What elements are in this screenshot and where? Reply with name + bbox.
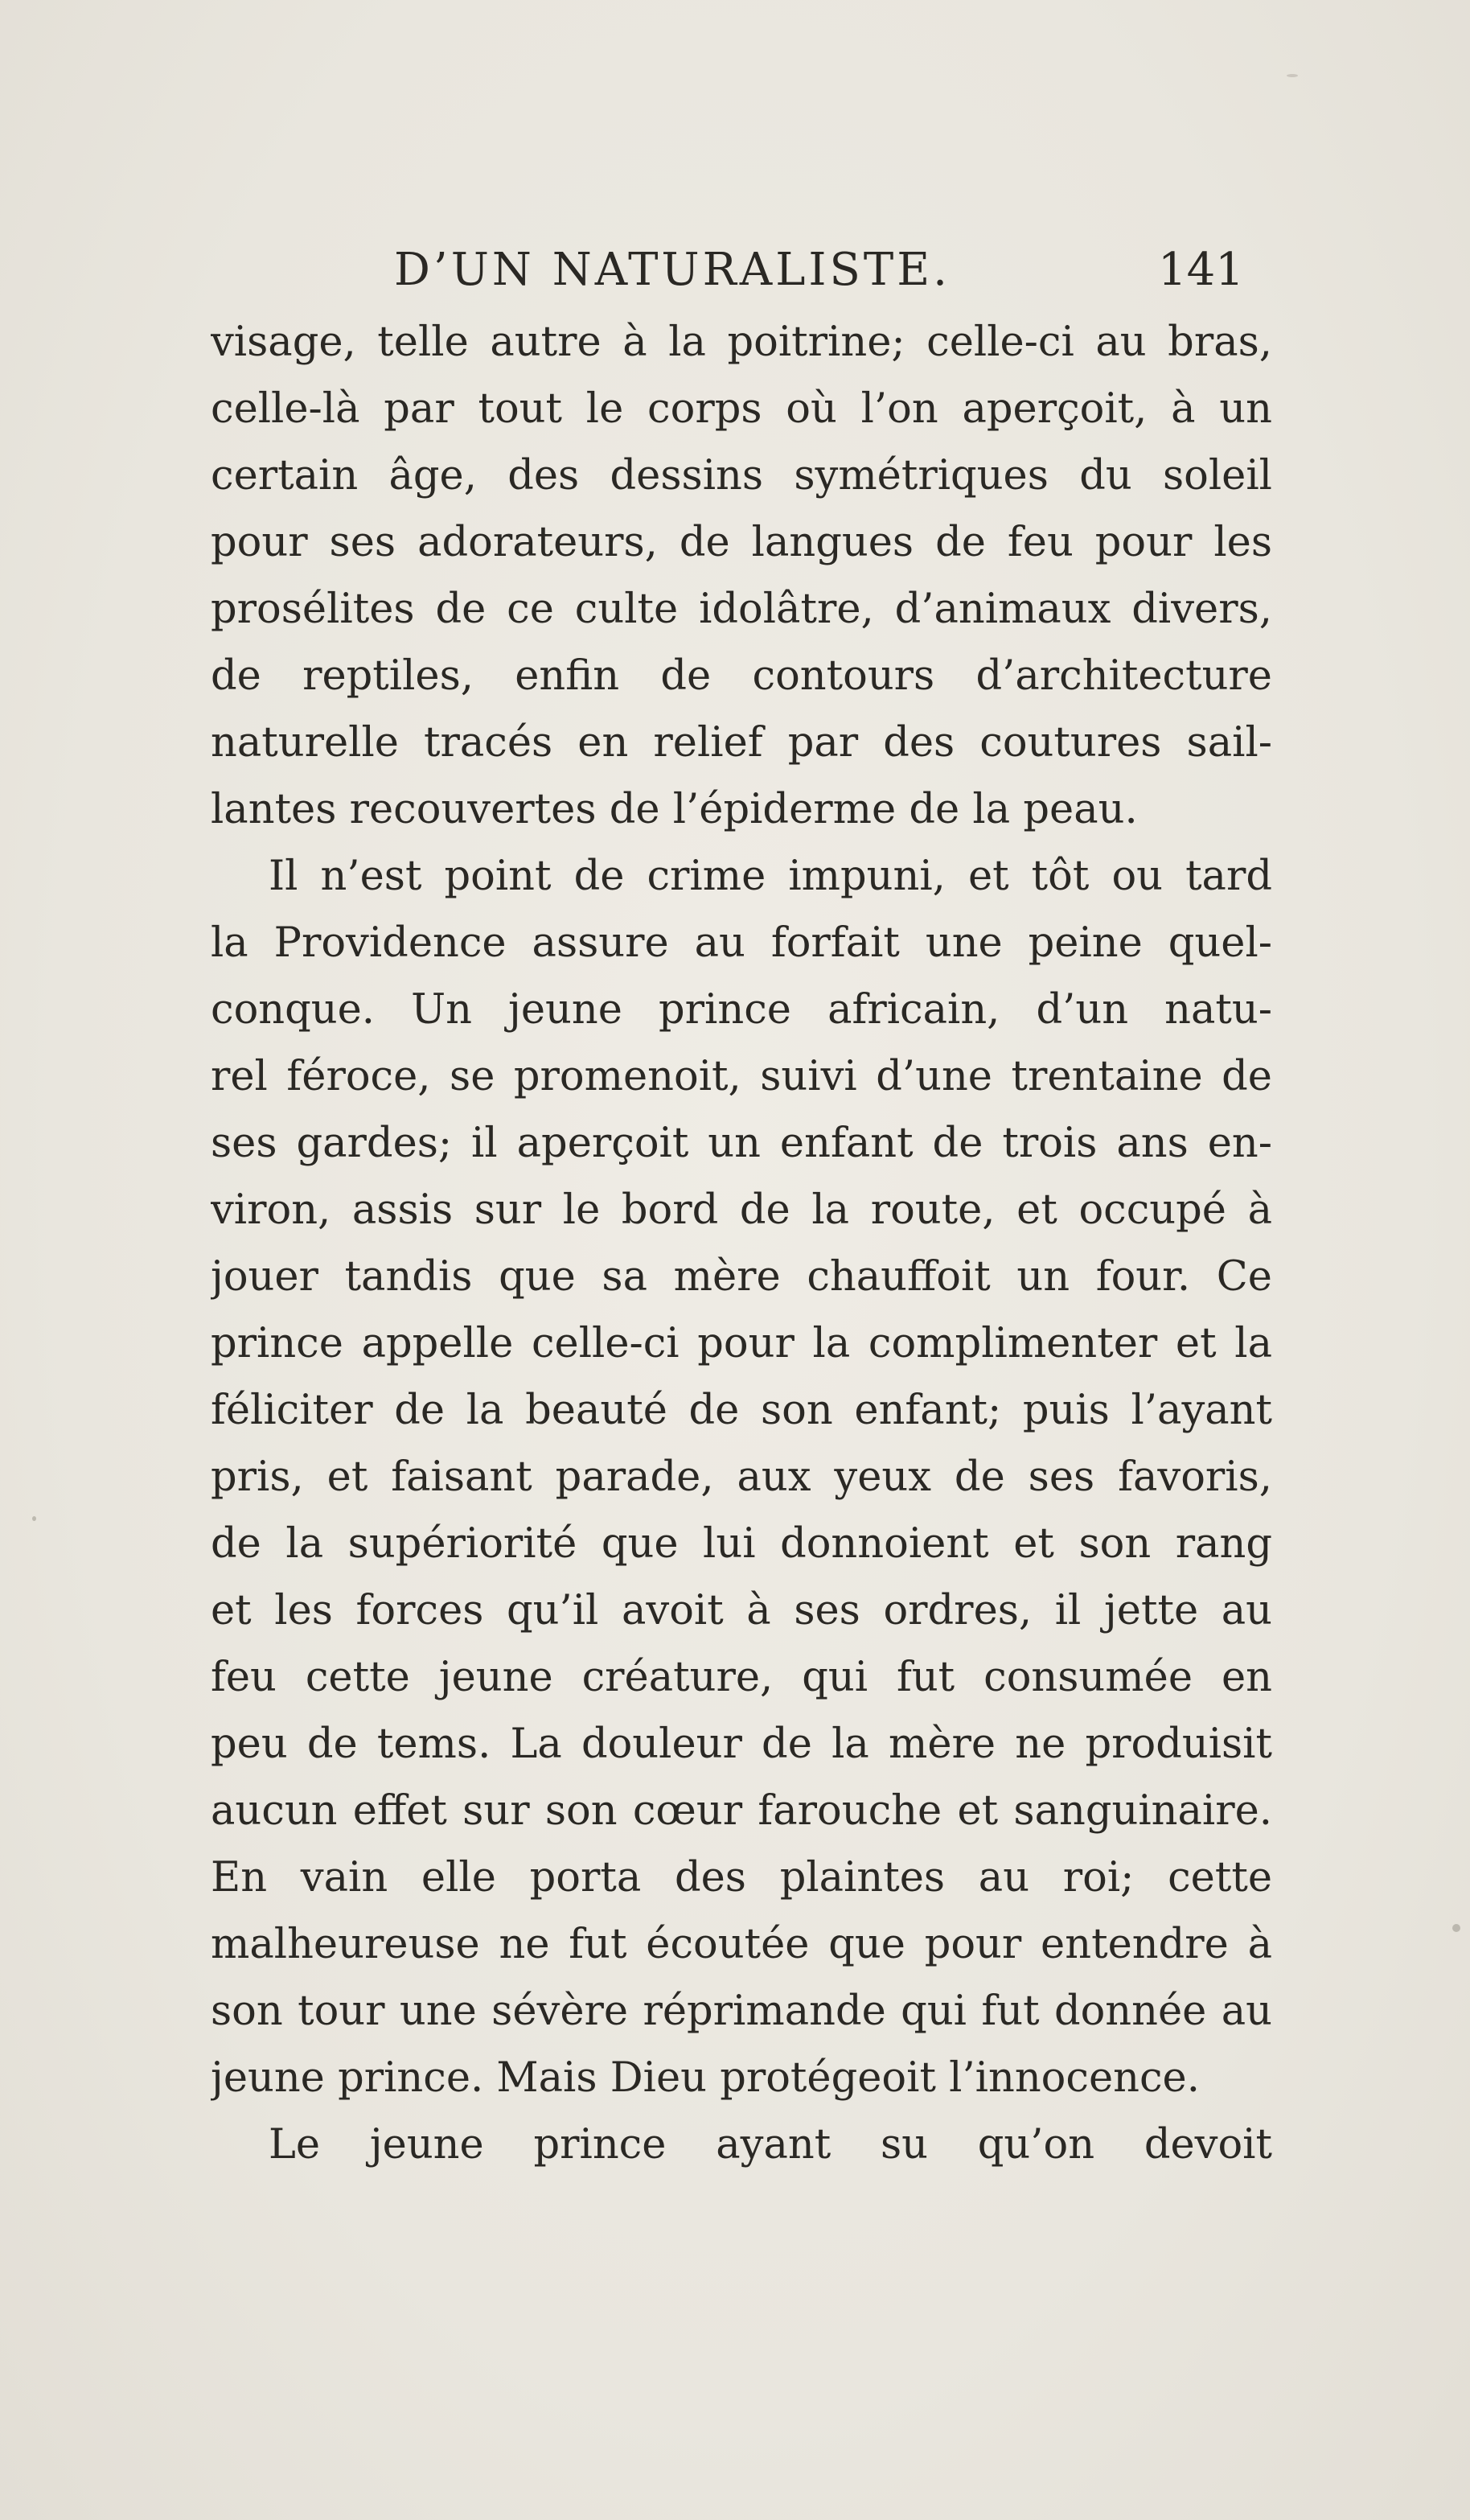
text-line: malheureuse ne fut écoutée que pour entendre à bbox=[211, 1921, 1272, 1968]
text-line: de reptiles, enfin de contours d’architecture bbox=[211, 652, 1272, 700]
text-line: pris, et faisant parade, aux yeux de ses favoris, bbox=[211, 1453, 1272, 1501]
text-line: naturelle tracés en relief par des coutures sail- bbox=[211, 719, 1272, 767]
text-line: peu de tems. La douleur de la mère ne produisit bbox=[211, 1720, 1272, 1768]
text-line: prosélites de ce culte idolâtre, d’animaux divers, bbox=[211, 586, 1272, 633]
paragraph-start-line: Le jeune prince ayant su qu’on devoit bbox=[269, 2121, 1272, 2169]
text-line: rel féroce, se promenoit, suivi d’une trentaine de bbox=[211, 1053, 1272, 1100]
paper-speck bbox=[1452, 1924, 1460, 1932]
text-line: prince appelle celle-ci pour la complimenter et la bbox=[211, 1320, 1272, 1367]
text-line: visage, telle autre à la poitrine; celle-ci au bras, bbox=[211, 319, 1272, 366]
text-line: conque. Un jeune prince africain, d’un natu- bbox=[211, 986, 1272, 1034]
text-line: ses gardes; il aperçoit un enfant de trois ans en- bbox=[211, 1120, 1272, 1167]
text-line: viron, assis sur le bord de la route, et occupé à bbox=[211, 1186, 1272, 1234]
text-line: et les forces qu’il avoit à ses ordres, il jette au bbox=[211, 1587, 1272, 1634]
text-line: celle-là par tout le corps où l’on aperçoit, à un bbox=[211, 385, 1272, 433]
text-line: aucun effet sur son cœur farouche et sanguinaire. bbox=[211, 1787, 1272, 1835]
page-number: 141 bbox=[1158, 244, 1244, 296]
text-line: lantes recouvertes de l’épiderme de la peau. bbox=[211, 786, 1138, 833]
paper-speck bbox=[1287, 74, 1298, 77]
text-line: féliciter de la beauté de son enfant; puis l’ayant bbox=[211, 1387, 1272, 1434]
body-text bbox=[211, 309, 1272, 2178]
text-line: son tour une sévère réprimande qui fut donnée au bbox=[211, 1988, 1272, 2035]
text-line: pour ses adorateurs, de langues de feu pour les bbox=[211, 519, 1272, 566]
running-title: D’UN NATURALISTE. bbox=[394, 244, 951, 296]
text-line: feu cette jeune créature, qui fut consumée en bbox=[211, 1654, 1272, 1701]
text-line: jeune prince. Mais Dieu protégeoit l’innocence. bbox=[211, 2054, 1200, 2102]
text-line: de la supériorité que lui donnoient et son rang bbox=[211, 1520, 1272, 1568]
text-line: certain âge, des dessins symétriques du soleil bbox=[211, 452, 1272, 499]
text-line: jouer tandis que sa mère chauffoit un four. Ce bbox=[211, 1253, 1272, 1301]
text-line: En vain elle porta des plaintes au roi; cette bbox=[211, 1854, 1272, 1901]
paper-speck bbox=[32, 1516, 36, 1521]
text-line: la Providence assure au forfait une peine quel- bbox=[211, 919, 1272, 967]
page-header bbox=[394, 238, 1263, 302]
paragraph-start-line: Il n’est point de crime impuni, et tôt ou tard bbox=[269, 853, 1272, 900]
